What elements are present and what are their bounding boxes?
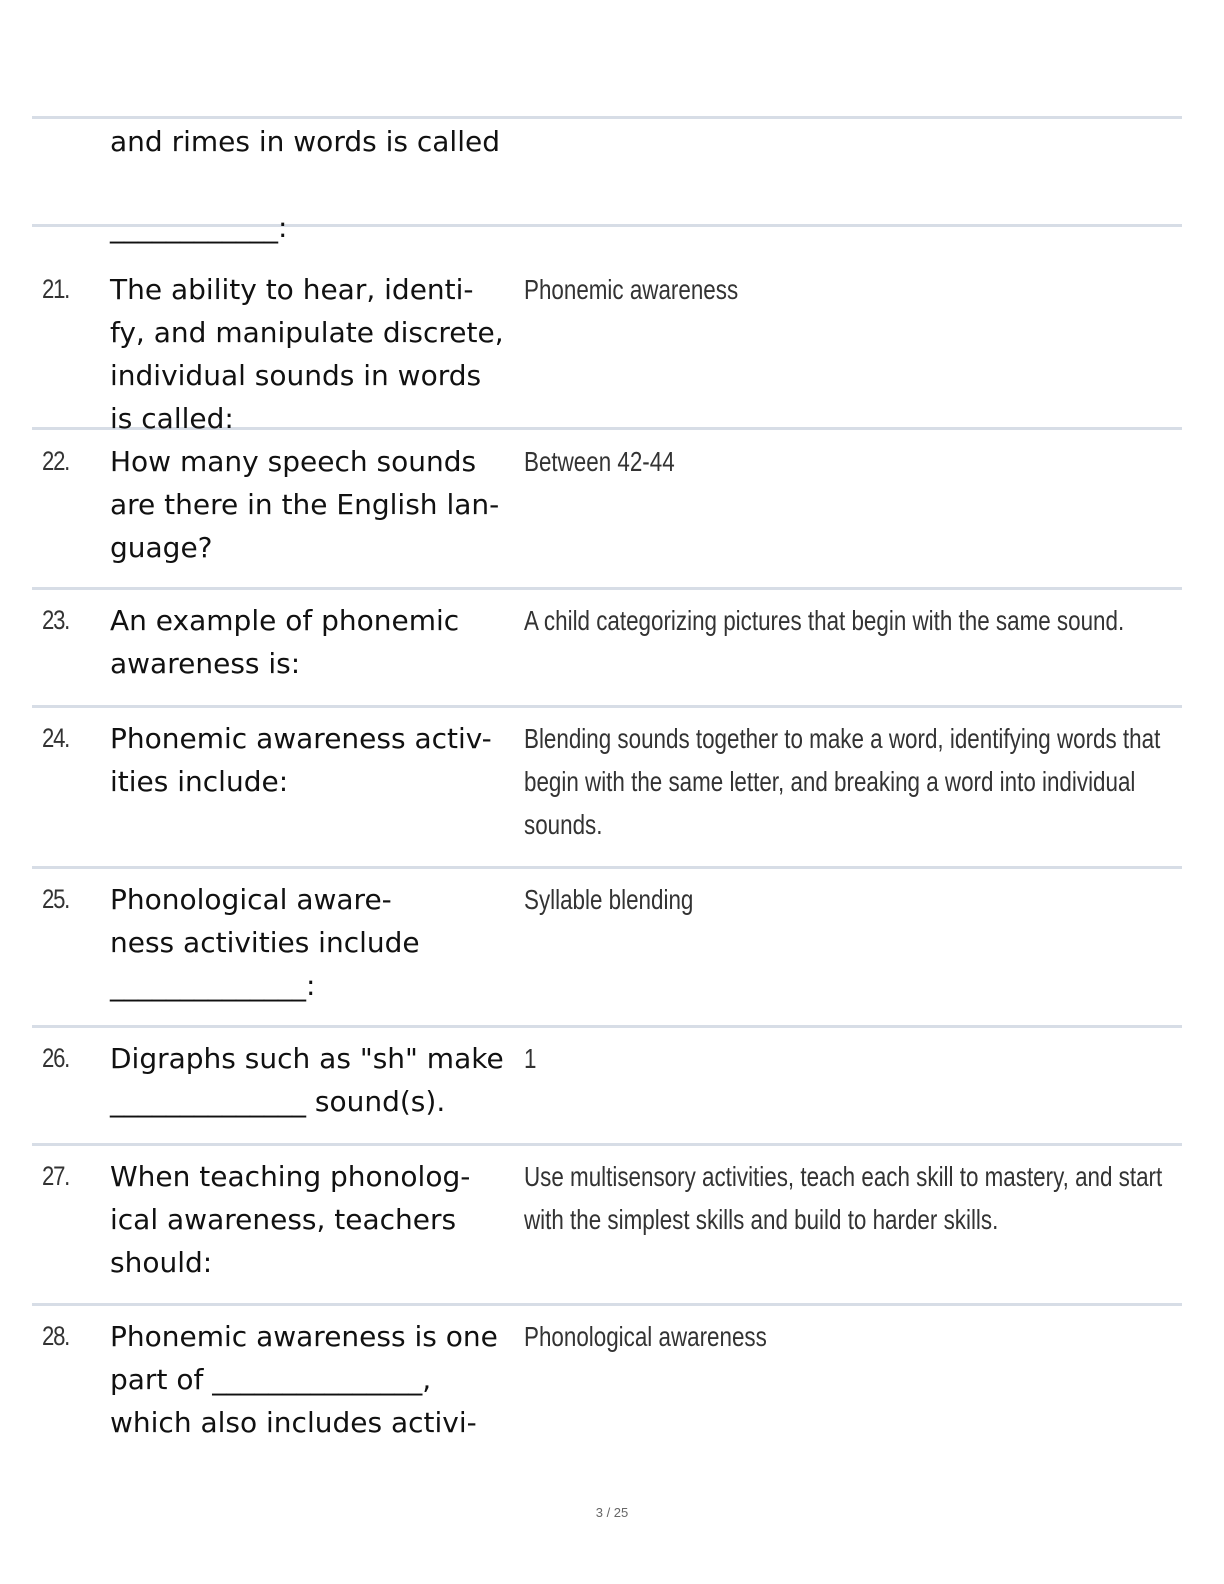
row-divider (32, 1025, 1182, 1028)
page-number: 3 / 25 (595, 1505, 629, 1520)
question-text: When teaching phonolog- ical awareness, teachers should: (110, 1160, 471, 1279)
question-text: Phonemic awareness activ- ities include: (110, 722, 492, 798)
question-number: 25. (42, 884, 70, 914)
answer-text: Phonemic awareness (524, 274, 739, 305)
question-number: 21. (42, 274, 70, 304)
answer-text: Between 42-44 (524, 446, 675, 477)
question-number: 28. (42, 1321, 70, 1351)
row-divider (32, 1303, 1182, 1306)
answer-text: Use multisensory activities, teach each skill to mastery, and start with the simplest skills and build to harder skills. (524, 1161, 1163, 1235)
row-divider (32, 1143, 1182, 1146)
question-number: 24. (42, 723, 70, 753)
row-divider (32, 705, 1182, 708)
question-text: Phonemic awareness is one part of _______________, which also includes activi- (110, 1320, 498, 1439)
question-number: 23. (42, 605, 70, 635)
row-divider (32, 587, 1182, 590)
answer-text: A child categorizing pictures that begin with the same sound. (524, 605, 1125, 636)
question-number: 22. (42, 446, 70, 476)
row-divider (32, 866, 1182, 869)
answer-text: 1 (524, 1043, 537, 1074)
question-text: An example of phonemic awareness is: (110, 604, 460, 680)
row-divider (32, 116, 1182, 119)
question-number: 26. (42, 1043, 70, 1073)
question-text: and rimes in words is called ____________: (110, 125, 500, 244)
answer-text: Phonological awareness (524, 1321, 767, 1352)
question-number: 27. (42, 1161, 70, 1191)
answer-text: Blending sounds together to make a word, identifying words that begin with the same letter, and breaking a word into individual sounds. (524, 723, 1161, 840)
question-text: Digraphs such as "sh" make ______________ sound(s). (110, 1042, 504, 1118)
question-text: Phonological aware- ness activities include ______________: (110, 883, 420, 1002)
question-text: The ability to hear, identi- fy, and manipulate discrete, individual sounds in words is called: (110, 273, 504, 435)
question-text: How many speech sounds are there in the English lan- guage? (110, 445, 500, 564)
answer-text: Syllable blending (524, 884, 694, 915)
